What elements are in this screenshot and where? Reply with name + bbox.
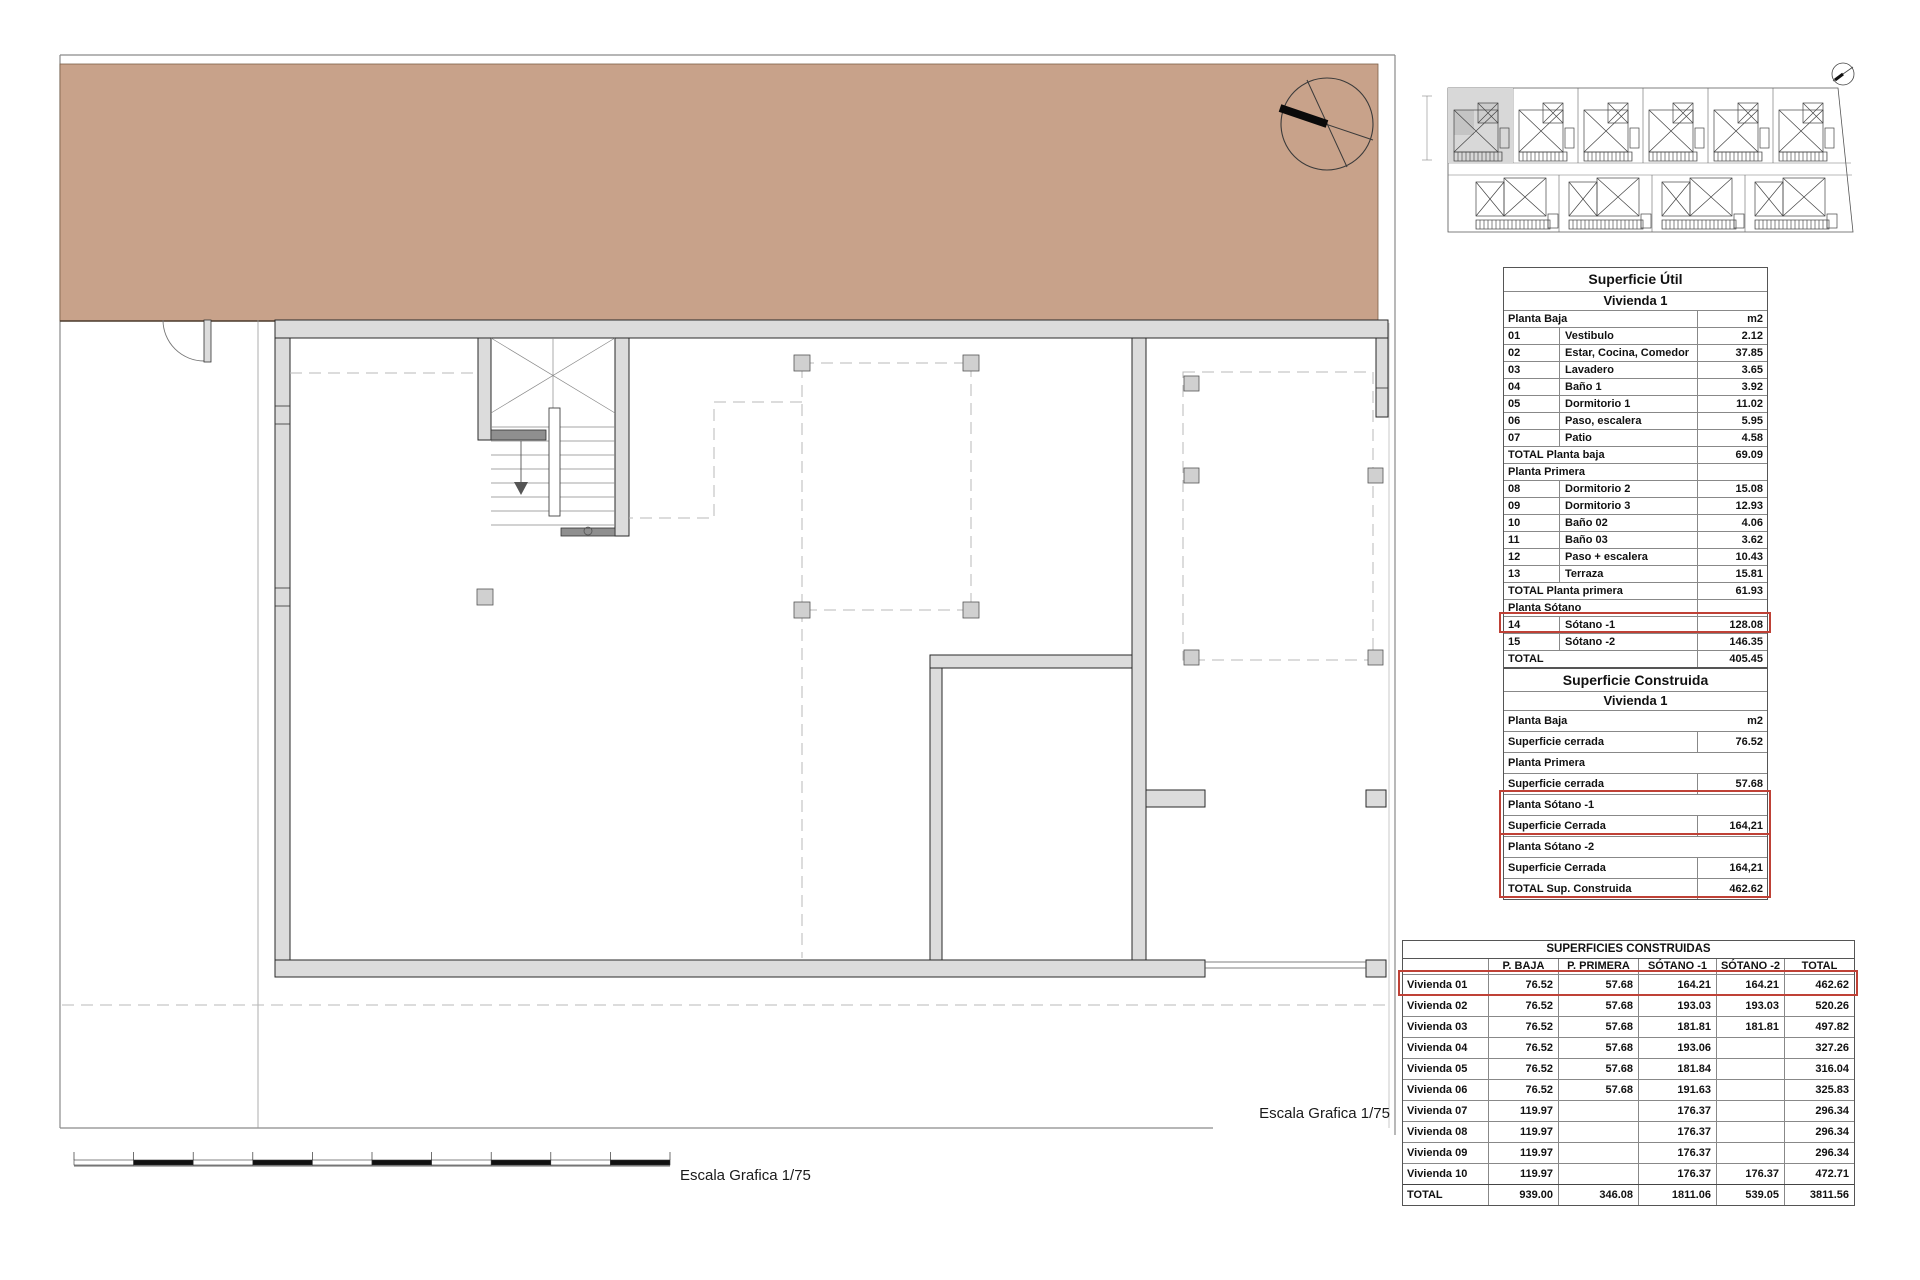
row-value: 128.08 <box>1697 617 1767 633</box>
value-p-baja: 76.52 <box>1488 1059 1558 1079</box>
row-label: Planta Baja <box>1508 715 1568 727</box>
table-row <box>1403 1121 1854 1142</box>
table-row <box>1504 412 1767 429</box>
scale-bar <box>74 1152 670 1166</box>
structural-columns <box>477 355 1383 665</box>
row-label: Baño 02 <box>1565 517 1608 529</box>
table-row <box>1504 710 1767 731</box>
row-label: Vivienda 05 <box>1407 1063 1468 1075</box>
row-label: Vivienda 08 <box>1407 1126 1468 1138</box>
row-label: TOTAL <box>1508 653 1544 665</box>
row-label: Vivienda 04 <box>1407 1042 1468 1054</box>
table-row <box>1403 1079 1854 1100</box>
value-p-primera: 57.68 <box>1558 1059 1638 1079</box>
table-row <box>1504 463 1767 480</box>
row-label: Planta Sótano -2 <box>1508 841 1595 853</box>
highlight-sotano1-util-row <box>1499 612 1771 633</box>
table-row <box>1403 1163 1854 1184</box>
table-row <box>1403 1016 1854 1037</box>
table-row <box>1504 565 1767 582</box>
table-row <box>1504 327 1767 344</box>
table-row <box>1403 1058 1854 1079</box>
row-value: 462.62 <box>1697 879 1767 899</box>
table-row <box>1403 1037 1854 1058</box>
row-value: 69.09 <box>1697 447 1767 463</box>
row-value: 146.35 <box>1697 634 1767 650</box>
row-label: Superficie Cerrada <box>1508 862 1606 874</box>
row-label: Dormitorio 1 <box>1565 398 1631 410</box>
row-label: Superficie cerrada <box>1508 778 1604 790</box>
table-row <box>1504 497 1767 514</box>
value-sotano-1: 176.37 <box>1638 1101 1716 1121</box>
value-sotano-1: 191.63 <box>1638 1080 1716 1100</box>
row-value: 15.08 <box>1697 481 1767 497</box>
row-label: Vestibulo <box>1565 330 1614 342</box>
value-total: 327.26 <box>1784 1038 1854 1058</box>
row-label: Baño 1 <box>1565 381 1602 393</box>
header-p-baja: P. BAJA <box>1488 959 1558 974</box>
site-north-arrow-icon <box>1832 63 1854 85</box>
value-sotano-1: 181.81 <box>1638 1017 1716 1037</box>
header-sotano-2: SÓTANO -2 <box>1716 959 1784 974</box>
row-number: 03 <box>1504 362 1560 378</box>
row-label: TOTAL Planta primera <box>1508 585 1623 597</box>
row-value: 15.81 <box>1697 566 1767 582</box>
row-number: 14 <box>1504 617 1560 633</box>
header-sotano-1: SÓTANO -1 <box>1638 959 1716 974</box>
row-value: 37.85 <box>1697 345 1767 361</box>
highlight-planta-sotano1-block <box>1499 790 1771 835</box>
value-sotano-2 <box>1716 1059 1784 1079</box>
table-row <box>1504 752 1767 773</box>
table-title: Superficie Útil <box>1588 271 1683 287</box>
row-label: Planta Primera <box>1508 466 1586 478</box>
table-title: SUPERFICIES CONSTRUIDAS <box>1546 943 1711 955</box>
row-value <box>1697 464 1767 480</box>
table-row <box>1504 344 1767 361</box>
row-label: Superficie Cerrada <box>1508 820 1606 832</box>
row-number: 12 <box>1504 549 1560 565</box>
table-row <box>1504 446 1767 463</box>
table-subtitle: Vivienda 1 <box>1504 691 1767 710</box>
value-total: 296.34 <box>1784 1143 1854 1163</box>
row-label: TOTAL Sup. Construida <box>1508 883 1632 895</box>
table-row <box>1504 650 1767 667</box>
table-row <box>1504 548 1767 565</box>
stair-direction-arrow-icon <box>514 482 528 495</box>
row-value: 57.68 <box>1697 774 1767 794</box>
value-total: 296.34 <box>1784 1122 1854 1142</box>
row-label: TOTAL Planta baja <box>1508 449 1605 461</box>
staircase <box>478 338 629 536</box>
highlight-vivienda01-row <box>1398 970 1858 996</box>
row-label: Vivienda 03 <box>1407 1021 1468 1033</box>
row-value: 4.58 <box>1697 430 1767 446</box>
value-p-primera: 57.68 <box>1558 1017 1638 1037</box>
row-value: m2 <box>1747 715 1763 727</box>
row-label: Baño 03 <box>1565 534 1608 546</box>
table-row <box>1504 531 1767 548</box>
value-total: 472.71 <box>1784 1164 1854 1184</box>
table-superficie-util <box>1503 267 1768 668</box>
row-value: 3.65 <box>1697 362 1767 378</box>
value-p-primera: 57.68 <box>1558 1080 1638 1100</box>
row-number: 10 <box>1504 515 1560 531</box>
table-row <box>1403 995 1854 1016</box>
value-p-primera <box>1558 1164 1638 1184</box>
table-row <box>1403 1100 1854 1121</box>
row-label: Paso, escalera <box>1565 415 1642 427</box>
row-value: 76.52 <box>1697 732 1767 752</box>
row-label: Planta Primera <box>1508 757 1586 769</box>
row-value: 164,21 <box>1697 858 1767 878</box>
table-row <box>1504 361 1767 378</box>
value-p-primera: 57.68 <box>1558 975 1638 995</box>
row-value: 11.02 <box>1697 396 1767 412</box>
row-value: 10.43 <box>1697 549 1767 565</box>
value-p-primera <box>1558 1122 1638 1142</box>
row-number: 11 <box>1504 532 1560 548</box>
row-label: Dormitorio 2 <box>1565 483 1631 495</box>
table-row <box>1504 731 1767 752</box>
value-sotano-2 <box>1716 1122 1784 1142</box>
row-label: Estar, Cocina, Comedor <box>1565 347 1690 359</box>
value-sotano-1: 181.84 <box>1638 1059 1716 1079</box>
table-row <box>1403 1142 1854 1163</box>
row-number: 01 <box>1504 328 1560 344</box>
row-number: 06 <box>1504 413 1560 429</box>
value-sotano-1: 1811.06 <box>1638 1185 1716 1205</box>
value-sotano-1: 193.06 <box>1638 1038 1716 1058</box>
table-row <box>1403 1184 1854 1205</box>
row-number: 07 <box>1504 430 1560 446</box>
table-row <box>1504 378 1767 395</box>
value-p-baja: 119.97 <box>1488 1164 1558 1184</box>
row-number: 08 <box>1504 481 1560 497</box>
row-label: Vivienda 02 <box>1407 1000 1468 1012</box>
value-sotano-2: 193.03 <box>1716 996 1784 1016</box>
row-value: 405.45 <box>1697 651 1767 667</box>
table-title: Superficie Construida <box>1562 672 1709 688</box>
row-number: 09 <box>1504 498 1560 514</box>
row-number: 05 <box>1504 396 1560 412</box>
row-label: Vivienda 06 <box>1407 1084 1468 1096</box>
value-total: 520.26 <box>1784 996 1854 1016</box>
row-label: Vivienda 01 <box>1407 979 1468 991</box>
row-value: 3.62 <box>1697 532 1767 548</box>
row-label: TOTAL <box>1407 1189 1443 1201</box>
table-row <box>1504 310 1767 327</box>
row-label: Planta Baja <box>1508 313 1568 325</box>
row-label: Vivienda 07 <box>1407 1105 1468 1117</box>
value-p-baja: 939.00 <box>1488 1185 1558 1205</box>
row-value: 5.95 <box>1697 413 1767 429</box>
highlight-planta-sotano2-block <box>1499 833 1771 898</box>
value-p-baja: 119.97 <box>1488 1122 1558 1142</box>
upper-floor-dashed-outline <box>62 363 1390 1005</box>
table-row <box>1504 582 1767 599</box>
table-row <box>1504 633 1767 650</box>
row-label: Sótano -2 <box>1565 636 1616 648</box>
value-total: 497.82 <box>1784 1017 1854 1037</box>
row-label: Superficie cerrada <box>1508 736 1604 748</box>
row-number: 13 <box>1504 566 1560 582</box>
row-label: Vivienda 10 <box>1407 1168 1468 1180</box>
row-value: 4.06 <box>1697 515 1767 531</box>
value-sotano-1: 176.37 <box>1638 1164 1716 1184</box>
header-total: TOTAL <box>1784 959 1854 974</box>
value-total: 316.04 <box>1784 1059 1854 1079</box>
value-p-baja: 119.97 <box>1488 1101 1558 1121</box>
scale-label-bar: Escala Grafica 1/75 <box>680 1167 811 1184</box>
value-p-baja: 76.52 <box>1488 1017 1558 1037</box>
row-number: 04 <box>1504 379 1560 395</box>
header-p-primera: P. PRIMERA <box>1558 959 1638 974</box>
value-p-primera: 57.68 <box>1558 1038 1638 1058</box>
value-p-primera: 57.68 <box>1558 996 1638 1016</box>
value-sotano-2: 164.21 <box>1716 975 1784 995</box>
value-p-baja: 76.52 <box>1488 1080 1558 1100</box>
value-sotano-2: 539.05 <box>1716 1185 1784 1205</box>
table-row <box>1504 395 1767 412</box>
value-sotano-1: 164.21 <box>1638 975 1716 995</box>
row-value: 3.92 <box>1697 379 1767 395</box>
value-sotano-2 <box>1716 1143 1784 1163</box>
table-row <box>1504 429 1767 446</box>
row-number: 15 <box>1504 634 1560 650</box>
table-subtitle: Vivienda 1 <box>1504 291 1767 310</box>
value-p-primera: 346.08 <box>1558 1185 1638 1205</box>
row-number: 02 <box>1504 345 1560 361</box>
row-label: Sótano -1 <box>1565 619 1616 631</box>
value-p-baja: 76.52 <box>1488 996 1558 1016</box>
value-total: 462.62 <box>1784 975 1854 995</box>
value-total: 325.83 <box>1784 1080 1854 1100</box>
value-sotano-2: 181.81 <box>1716 1017 1784 1037</box>
table-row <box>1504 514 1767 531</box>
row-label: Planta Sótano <box>1508 602 1582 614</box>
scale-label-plan: Escala Grafica 1/75 <box>1259 1105 1390 1122</box>
row-value: 164,21 <box>1697 816 1767 836</box>
entrance-door <box>163 320 211 362</box>
site-plan <box>1422 63 1854 232</box>
row-value: 12.93 <box>1697 498 1767 514</box>
row-label: Vivienda 09 <box>1407 1147 1468 1159</box>
value-sotano-2 <box>1716 1101 1784 1121</box>
row-label: Planta Sótano -1 <box>1508 799 1595 811</box>
value-sotano-2 <box>1716 1038 1784 1058</box>
value-sotano-2: 176.37 <box>1716 1164 1784 1184</box>
walls <box>275 320 1388 977</box>
value-p-primera <box>1558 1143 1638 1163</box>
value-sotano-1: 176.37 <box>1638 1122 1716 1142</box>
value-sotano-1: 176.37 <box>1638 1143 1716 1163</box>
row-value: 61.93 <box>1697 583 1767 599</box>
row-value <box>1697 753 1767 773</box>
value-sotano-2 <box>1716 1080 1784 1100</box>
row-value: m2 <box>1697 311 1767 327</box>
window-sill <box>1205 962 1366 968</box>
row-label: Dormitorio 3 <box>1565 500 1631 512</box>
value-sotano-1: 193.03 <box>1638 996 1716 1016</box>
value-total: 3811.56 <box>1784 1185 1854 1205</box>
terrain-area <box>60 64 1378 321</box>
table-row <box>1504 480 1767 497</box>
row-label: Patio <box>1565 432 1592 444</box>
value-total: 296.34 <box>1784 1101 1854 1121</box>
row-label: Terraza <box>1565 568 1604 580</box>
value-p-baja: 76.52 <box>1488 1038 1558 1058</box>
value-p-baja: 119.97 <box>1488 1143 1558 1163</box>
value-p-primera <box>1558 1101 1638 1121</box>
value-p-baja: 76.52 <box>1488 975 1558 995</box>
row-label: Paso + escalera <box>1565 551 1648 563</box>
row-label: Lavadero <box>1565 364 1614 376</box>
row-value: 2.12 <box>1697 328 1767 344</box>
